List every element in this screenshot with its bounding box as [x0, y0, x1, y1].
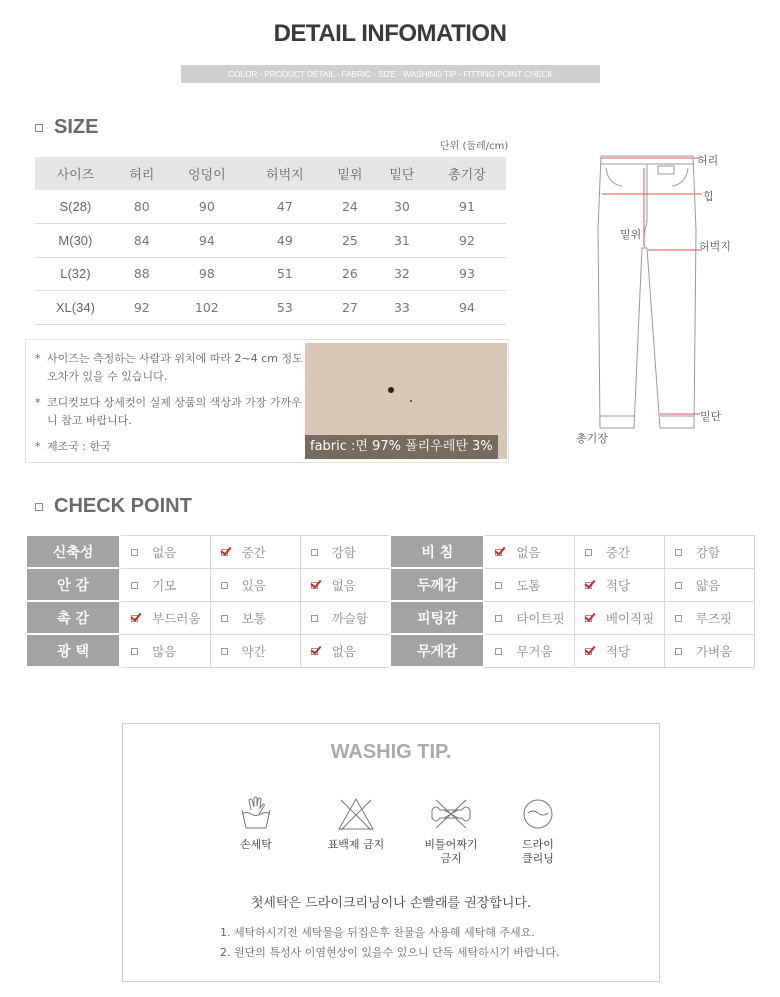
- unit-label: 단위 (둘레/cm): [440, 141, 509, 152]
- check-option-cell: [664, 568, 754, 601]
- checkbox-icon: [675, 615, 682, 622]
- table-cell: 84: [116, 224, 168, 258]
- table-cell: 25: [324, 224, 376, 258]
- table-row: [35, 224, 506, 258]
- check-option-label: 보통: [241, 610, 266, 626]
- check-option-label: 있음: [241, 577, 266, 593]
- check-option: [121, 543, 210, 561]
- no-bleach-item: [316, 796, 396, 852]
- check-category: 비 침: [390, 535, 484, 568]
- check-option-label: 많음: [152, 643, 177, 659]
- checked-checkbox-icon: [311, 648, 318, 655]
- check-option-label: 까슬함: [331, 610, 368, 626]
- icon-label: 드라이 클리닝: [522, 838, 554, 865]
- check-option-label: 약간: [241, 643, 266, 659]
- table-cell: 30: [376, 190, 428, 224]
- check-option: [575, 543, 664, 561]
- check-option: [575, 576, 664, 594]
- hem-label: 밑단: [700, 410, 722, 423]
- table-cell: 92: [116, 291, 168, 325]
- table-cell: 51: [246, 257, 324, 291]
- check-option-label: 없음: [331, 577, 356, 593]
- table-cell: 26: [324, 257, 376, 291]
- icon-label: 표백제 금지: [327, 838, 385, 851]
- note-item: [35, 350, 305, 386]
- asterisk: *: [35, 352, 41, 365]
- check-option-cell: [120, 634, 210, 667]
- check-option: [485, 642, 574, 660]
- checked-checkbox-icon: [585, 582, 592, 589]
- table-cell: 94: [168, 224, 246, 258]
- table-cell: 88: [116, 257, 168, 291]
- table-cell: 93: [428, 257, 506, 291]
- checked-checkbox-icon: [131, 615, 138, 622]
- check-option-cell: [300, 601, 390, 634]
- check-option-label: 적당: [605, 577, 631, 593]
- check-option: [211, 543, 300, 561]
- checkbox-icon: [311, 549, 318, 556]
- table-cell: 102: [168, 291, 246, 325]
- check-option: [575, 642, 664, 660]
- table-cell: 32: [376, 257, 428, 291]
- washing-note-item: 1. 세탁하시기전 세탁물을 뒤집은후 찬물을 사용해 세탁해 주세요.: [220, 926, 535, 939]
- note-item: [35, 394, 305, 430]
- table-cell: 31: [376, 224, 428, 258]
- check-option: [121, 576, 210, 594]
- no-bleach-icon: [337, 796, 375, 832]
- check-option-label: 무거움: [516, 643, 553, 659]
- check-option-label: 없음: [516, 544, 541, 560]
- check-option: [485, 543, 574, 561]
- check-option: [211, 609, 300, 627]
- table-cell: 80: [116, 190, 168, 224]
- check-option-cell: [574, 535, 664, 568]
- size-notes: [35, 350, 305, 464]
- icon-label: 손세탁: [240, 838, 272, 851]
- washing-recommendation: 첫세탁은 드라이크리닝이나 손빨래를 권장합니다.: [250, 896, 532, 911]
- check-option-cell: [210, 535, 300, 568]
- check-option: [121, 642, 210, 660]
- check-option-cell: [120, 601, 210, 634]
- note-item: [35, 438, 305, 456]
- check-option-label: 없음: [331, 643, 356, 659]
- check-option: [211, 576, 300, 594]
- table-cell: M(30): [35, 224, 116, 258]
- size-table-header: [35, 157, 506, 190]
- check-option-cell: [120, 568, 210, 601]
- washing-tip-box: [122, 723, 660, 982]
- section-nav-bar: COLOR - PRODUCT DETAIL - FABRIC - SIZE - WASHING TIP - FITTING POINT CHECK: [181, 65, 600, 83]
- size-table: [35, 157, 506, 325]
- fabric-speck: [388, 387, 394, 393]
- check-option-cell: [574, 634, 664, 667]
- fabric-speck: [410, 400, 412, 402]
- check-category: 안 감: [26, 568, 120, 601]
- table-row: [35, 190, 506, 224]
- check-category: 무게감: [390, 634, 484, 667]
- checkbox-icon: [585, 549, 592, 556]
- checkbox-icon: [495, 582, 502, 589]
- check-option-cell: [484, 535, 574, 568]
- checkbox-icon: [131, 582, 138, 589]
- checkbox-icon: [221, 615, 228, 622]
- icon-label: 비틀어짜기 금지: [424, 838, 478, 865]
- fabric-label: fabric :면 97% 폴리우레탄 3%: [305, 435, 498, 459]
- table-cell: XL(34): [35, 291, 116, 325]
- check-option-cell: [300, 634, 390, 667]
- check-option-label: 얇음: [695, 577, 721, 593]
- column-header: 엉덩이: [168, 157, 246, 190]
- checkbox-icon: [221, 648, 228, 655]
- check-option-cell: [484, 568, 574, 601]
- checkbox-icon: [495, 615, 502, 622]
- checked-checkbox-icon: [495, 549, 502, 556]
- check-option-cell: [484, 634, 574, 667]
- note-text: 제조국 : 한국: [47, 440, 111, 453]
- page-title: DETAIL INFOMATION: [273, 20, 507, 47]
- check-option: [301, 642, 390, 660]
- column-header: 총기장: [428, 157, 506, 190]
- note-text: 사이즈는 측정하는 사람과 위치에 따라 2~4 cm 정도 오차가 있을 수 있습니다.: [47, 352, 303, 383]
- table-cell: 24: [324, 190, 376, 224]
- length-label: 총기장: [576, 432, 608, 445]
- table-cell: 53: [246, 291, 324, 325]
- square-bullet-icon: [35, 503, 43, 511]
- table-row: [35, 257, 506, 291]
- check-option: [665, 642, 754, 660]
- no-wring-item: [411, 796, 491, 866]
- check-option-cell: [664, 535, 754, 568]
- table-cell: 90: [168, 190, 246, 224]
- thigh-label: 허벅지: [699, 240, 731, 253]
- check-option-cell: [300, 535, 390, 568]
- checkbox-icon: [221, 582, 228, 589]
- check-option: [665, 576, 754, 594]
- check-option: [301, 576, 390, 594]
- check-option-label: 도톰: [516, 577, 541, 593]
- washing-tip-title: WASHIG TIP.: [330, 741, 452, 763]
- washing-note-item: 2. 원단의 특성사 이염현상이 있을수 있으니 단독 세탁하시기 바랍니다.: [220, 946, 560, 959]
- check-option: [301, 543, 390, 561]
- check-option-label: 강함: [695, 544, 721, 560]
- dry-clean-item: [498, 796, 578, 866]
- column-header: 밑위: [324, 157, 376, 190]
- check-option: [485, 576, 574, 594]
- dry-clean-icon: [521, 796, 555, 832]
- rise-label: 밑위: [620, 228, 642, 241]
- note-text: 코디컷보다 상세컷이 실제 상품의 색상과 가장 가까우니 참고 바랍니다.: [47, 396, 302, 427]
- check-option-label: 루즈핏: [695, 610, 733, 626]
- check-row: [26, 634, 755, 667]
- check-option-label: 적당: [605, 643, 631, 659]
- table-cell: 47: [246, 190, 324, 224]
- check-option: [575, 609, 664, 627]
- table-cell: 49: [246, 224, 324, 258]
- column-header: 허벅지: [246, 157, 324, 190]
- table-cell: 98: [168, 257, 246, 291]
- checked-checkbox-icon: [311, 582, 318, 589]
- check-option-label: 타이트핏: [516, 610, 565, 626]
- table-cell: 94: [428, 291, 506, 325]
- check-point-heading-text: CHECK POINT: [54, 495, 192, 517]
- table-cell: 91: [428, 190, 506, 224]
- asterisk: *: [35, 396, 41, 409]
- check-option-label: 부드러움: [152, 610, 201, 626]
- checkbox-icon: [495, 648, 502, 655]
- checked-checkbox-icon: [221, 549, 228, 556]
- check-option-label: 베이직핏: [605, 610, 655, 626]
- check-option-cell: [210, 634, 300, 667]
- check-option-cell: [574, 568, 664, 601]
- check-option-cell: [484, 601, 574, 634]
- table-cell: L(32): [35, 257, 116, 291]
- table-row: [35, 291, 506, 325]
- check-option: [121, 609, 210, 627]
- checkbox-icon: [131, 549, 138, 556]
- check-category: 광 택: [26, 634, 120, 667]
- checkbox-icon: [675, 648, 682, 655]
- check-row: [26, 535, 755, 568]
- check-option-label: 중간: [605, 544, 631, 560]
- check-category: 두께감: [390, 568, 484, 601]
- size-heading-text: SIZE: [54, 116, 99, 138]
- pants-outline-icon: [570, 150, 760, 450]
- waist-label: 허리: [697, 154, 719, 167]
- check-option-label: 기모: [152, 577, 177, 593]
- pants-measurement-diagram: [570, 150, 760, 450]
- check-option-label: 없음: [152, 544, 177, 560]
- checkbox-icon: [675, 549, 682, 556]
- check-point-heading: [35, 495, 192, 518]
- check-option: [665, 543, 754, 561]
- check-option-cell: [120, 535, 210, 568]
- check-option: [211, 642, 300, 660]
- check-option-cell: [664, 634, 754, 667]
- check-option-cell: [210, 601, 300, 634]
- check-option-cell: [664, 601, 754, 634]
- hand-wash-icon: [239, 796, 273, 832]
- checked-checkbox-icon: [585, 648, 592, 655]
- check-option: [665, 609, 754, 627]
- checkbox-icon: [131, 648, 138, 655]
- table-cell: S(28): [35, 190, 116, 224]
- check-option-cell: [574, 601, 664, 634]
- checkbox-icon: [675, 582, 682, 589]
- washing-notes: [220, 923, 560, 963]
- check-row: [26, 568, 755, 601]
- fabric-swatch-image: [305, 343, 507, 459]
- asterisk: *: [35, 440, 41, 453]
- checked-checkbox-icon: [585, 615, 592, 622]
- column-header: 허리: [116, 157, 168, 190]
- column-header: 사이즈: [35, 157, 116, 190]
- check-option-cell: [300, 568, 390, 601]
- check-point-table: [25, 534, 755, 668]
- check-category: 촉 감: [26, 601, 120, 634]
- hand-wash-item: [216, 796, 296, 852]
- check-option: [485, 609, 574, 627]
- hip-label: 힙: [703, 190, 714, 203]
- check-option-label: 강함: [331, 544, 356, 560]
- check-option-label: 중간: [241, 544, 266, 560]
- check-option: [301, 609, 390, 627]
- table-cell: 33: [376, 291, 428, 325]
- info-box: [25, 339, 509, 463]
- check-option-cell: [210, 568, 300, 601]
- table-cell: 92: [428, 224, 506, 258]
- check-option-label: 가벼움: [695, 643, 733, 659]
- check-category: 신축성: [26, 535, 120, 568]
- table-cell: 27: [324, 291, 376, 325]
- column-header: 밑단: [376, 157, 428, 190]
- square-bullet-icon: [35, 124, 43, 132]
- size-heading: [35, 116, 98, 139]
- check-row: [26, 601, 755, 634]
- no-wring-icon: [430, 796, 472, 832]
- checkbox-icon: [311, 615, 318, 622]
- check-category: 피팅감: [390, 601, 484, 634]
